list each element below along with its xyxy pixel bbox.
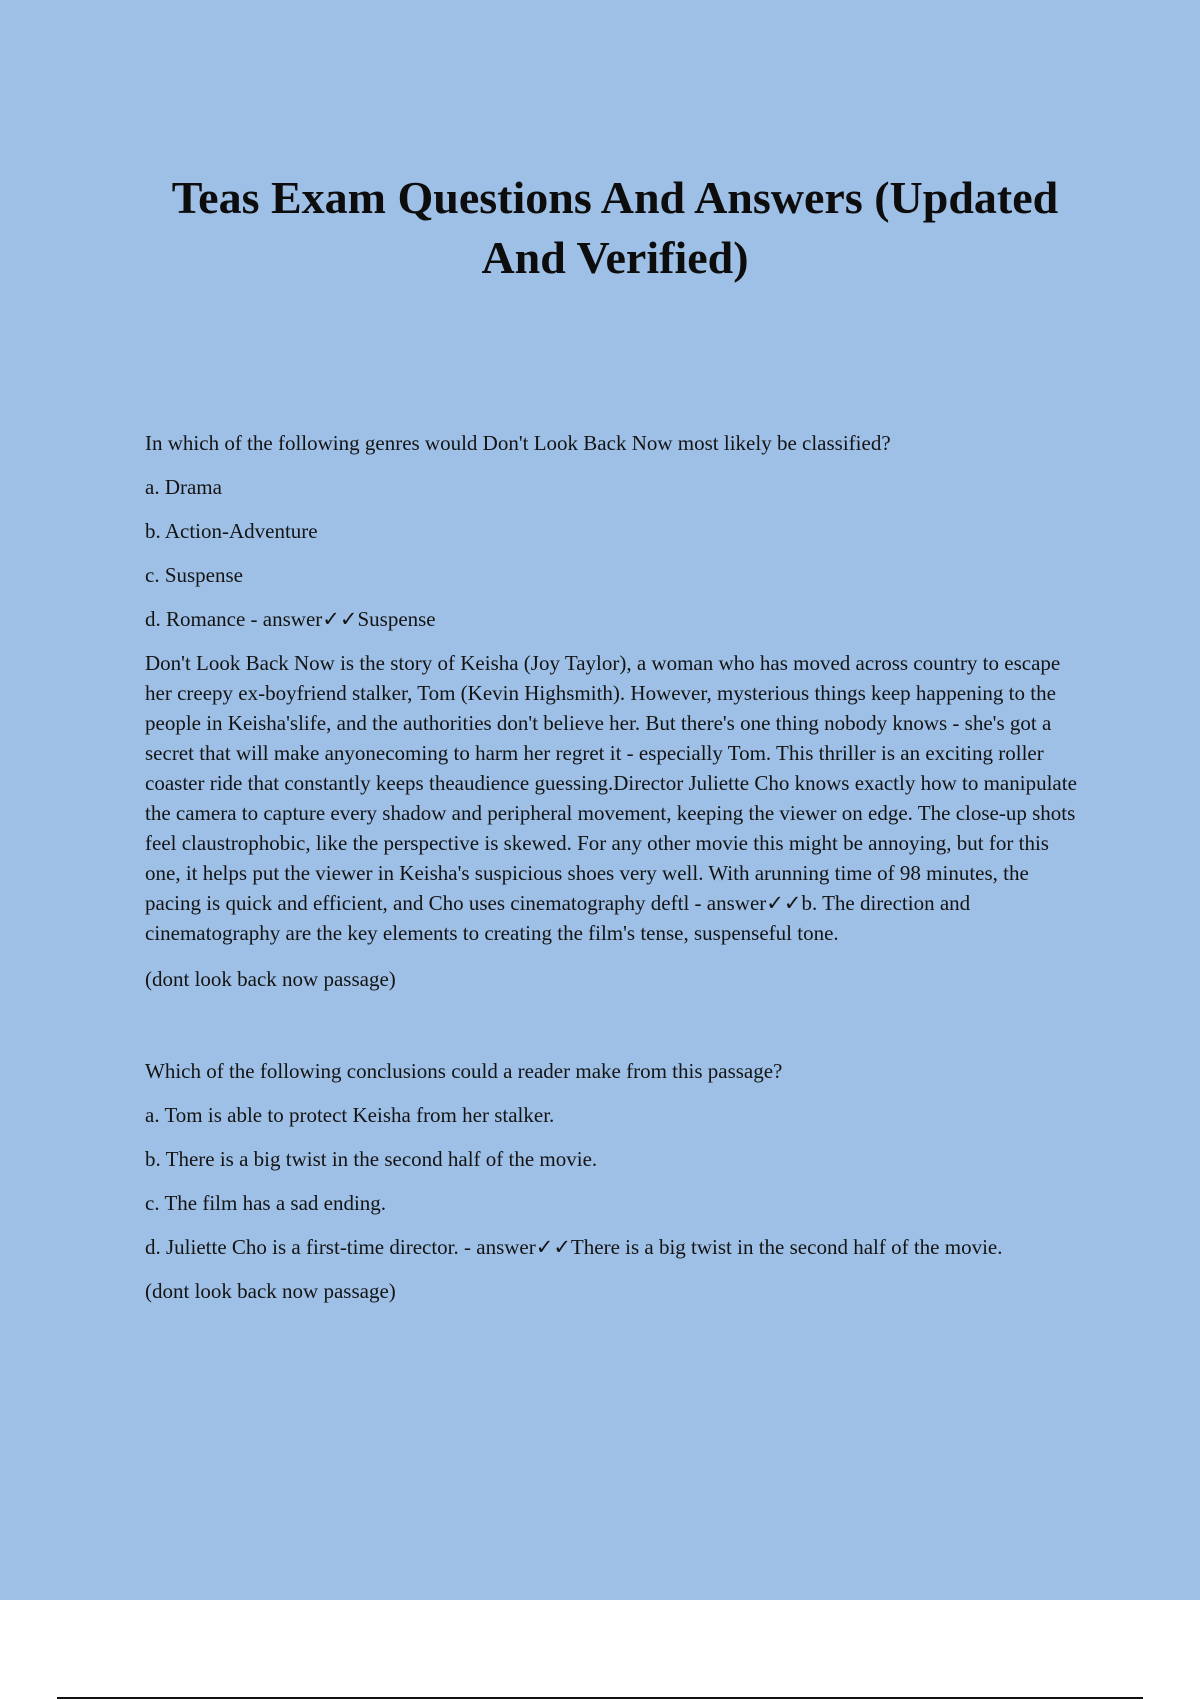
question-2-option-b: b. There is a big twist in the second half of the movie.: [145, 1147, 598, 1171]
question-2-option-a: a. Tom is able to protect Keisha from her stalker.: [145, 1103, 555, 1127]
question-1-option-a: a. Drama: [145, 475, 222, 499]
question-2-stem: Which of the following conclusions could a reader make from this passage?: [145, 1059, 783, 1083]
passage-source-note: (dont look back now passage): [145, 967, 396, 991]
question-1-option-d: d. Romance - answer✓✓Suspense: [145, 607, 436, 631]
question-1-option-b: b. Action-Adventure: [145, 519, 318, 543]
question-1-option-c: c. Suspense: [145, 563, 243, 587]
document-title: Teas Exam Questions And Answers (Updated And Verified): [171, 172, 1059, 283]
question-1-stem: In which of the following genres would Don't Look Back Now most likely be classified?: [145, 431, 891, 455]
question-2-source-note: (dont look back now passage): [145, 1279, 396, 1303]
passage-text: Don't Look Back Now is the story of Keisha (Joy Taylor), a woman who has moved across country to escape her creepy ex-boyfriend stalker, Tom (Kevin Highsmith). However, mysterious things keep happening to the people in Keisha'slife, and the authorities don't believe her. But there's one thing nobody knows - she's got a secret that will make anyonecoming to harm her regret it - especially Tom. This thriller is an exciting roller coaster ride that constantly keeps theaudience guessing.Director Juliette Cho knows exactly how to manipulate the camera to capture every shadow and peripheral movement, keeping the viewer on edge. The close-up shots feel claustrophobic, like the perspective is skewed. For any other movie this might be annoying, but for this one, it helps put the viewer in Keisha's suspicious shoes very well. With arunning time of 98 minutes, the pacing is quick and efficient, and Cho uses cinematography deftl - answer✓✓b. The direction and cinematography are the key elements to creating the film's tense, suspenseful tone.: [145, 651, 1077, 945]
document-body: [145, 428, 1085, 1322]
question-2-option-c: c. The film has a sad ending.: [145, 1191, 387, 1215]
section-spacer: [145, 1010, 1085, 1056]
footer-divider: [57, 1697, 1143, 1699]
question-2-option-d: d. Juliette Cho is a first-time director. - answer✓✓There is a big twist in the second half of the movie.: [145, 1235, 1003, 1259]
